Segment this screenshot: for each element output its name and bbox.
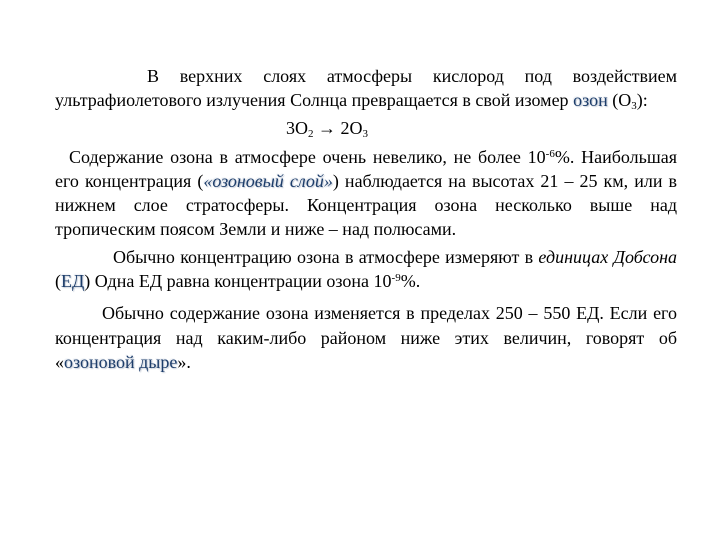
paragraph-4-text: Обычно содержание озона изменяется в пределах 250 – 550 ЕД. Если его концентрация над каким-либо районом ниже этих величин, говорят об « [55, 303, 677, 372]
ozone-link[interactable]: озон [573, 90, 608, 111]
paragraph-1-text-2: (O [607, 90, 632, 111]
paragraph-2-text: Содержание озона в атмосфере очень невелико, не более 10 [69, 146, 546, 167]
subscript-3: 3 [631, 100, 637, 113]
superscript-minus-6: -6 [545, 147, 555, 160]
paragraph-dobson-units [55, 245, 677, 294]
paragraph-3-text: Обычно концентрацию озона в атмосфере измеряют в [113, 246, 539, 267]
formula-reactant: 3O [286, 117, 308, 138]
dobson-units-term: единицах Добсона [538, 246, 677, 267]
paragraph-ozone-content [55, 145, 677, 242]
paragraph-ozone-hole [55, 301, 677, 374]
ozone-layer-link[interactable]: «озоновый слой» [203, 170, 333, 191]
paragraph-3-text-4: %. [400, 271, 421, 292]
paragraph-2-text-3: ) наблюдается на высотах 21 – 25 км, или в нижнем слое стратосферы. Концентрация озона несколько выше над тропическим поясом Земли и ниже – над полюсами. [55, 170, 677, 240]
formula-sub-2: 2 [308, 127, 314, 140]
paragraph-2-text-2: %. Наибольшая его концентрация ( [55, 146, 677, 191]
du-link[interactable]: ЕД [61, 271, 85, 292]
paragraph-1-text: В верхних слоях атмосферы кислород под воздействием ультрафиолетового излучения Солнца превращается в свой изомер [55, 66, 677, 111]
paragraph-ozone-formation [55, 64, 677, 113]
superscript-minus-9: -9 [391, 272, 401, 285]
reaction-formula [55, 116, 677, 140]
paragraph-3-text-2: ( [55, 271, 61, 292]
formula-sub-3: 3 [362, 127, 368, 140]
ozone-hole-link[interactable]: озоновой дыре [64, 351, 178, 372]
text-block [55, 64, 677, 374]
paragraph-3-text-3: ) Одна ЕД равна концентрации озона 10 [84, 271, 392, 292]
paragraph-4-text-2: ». [177, 351, 191, 372]
formula-product: → 2O [313, 117, 363, 138]
paragraph-1-text-3: ): [636, 90, 648, 111]
